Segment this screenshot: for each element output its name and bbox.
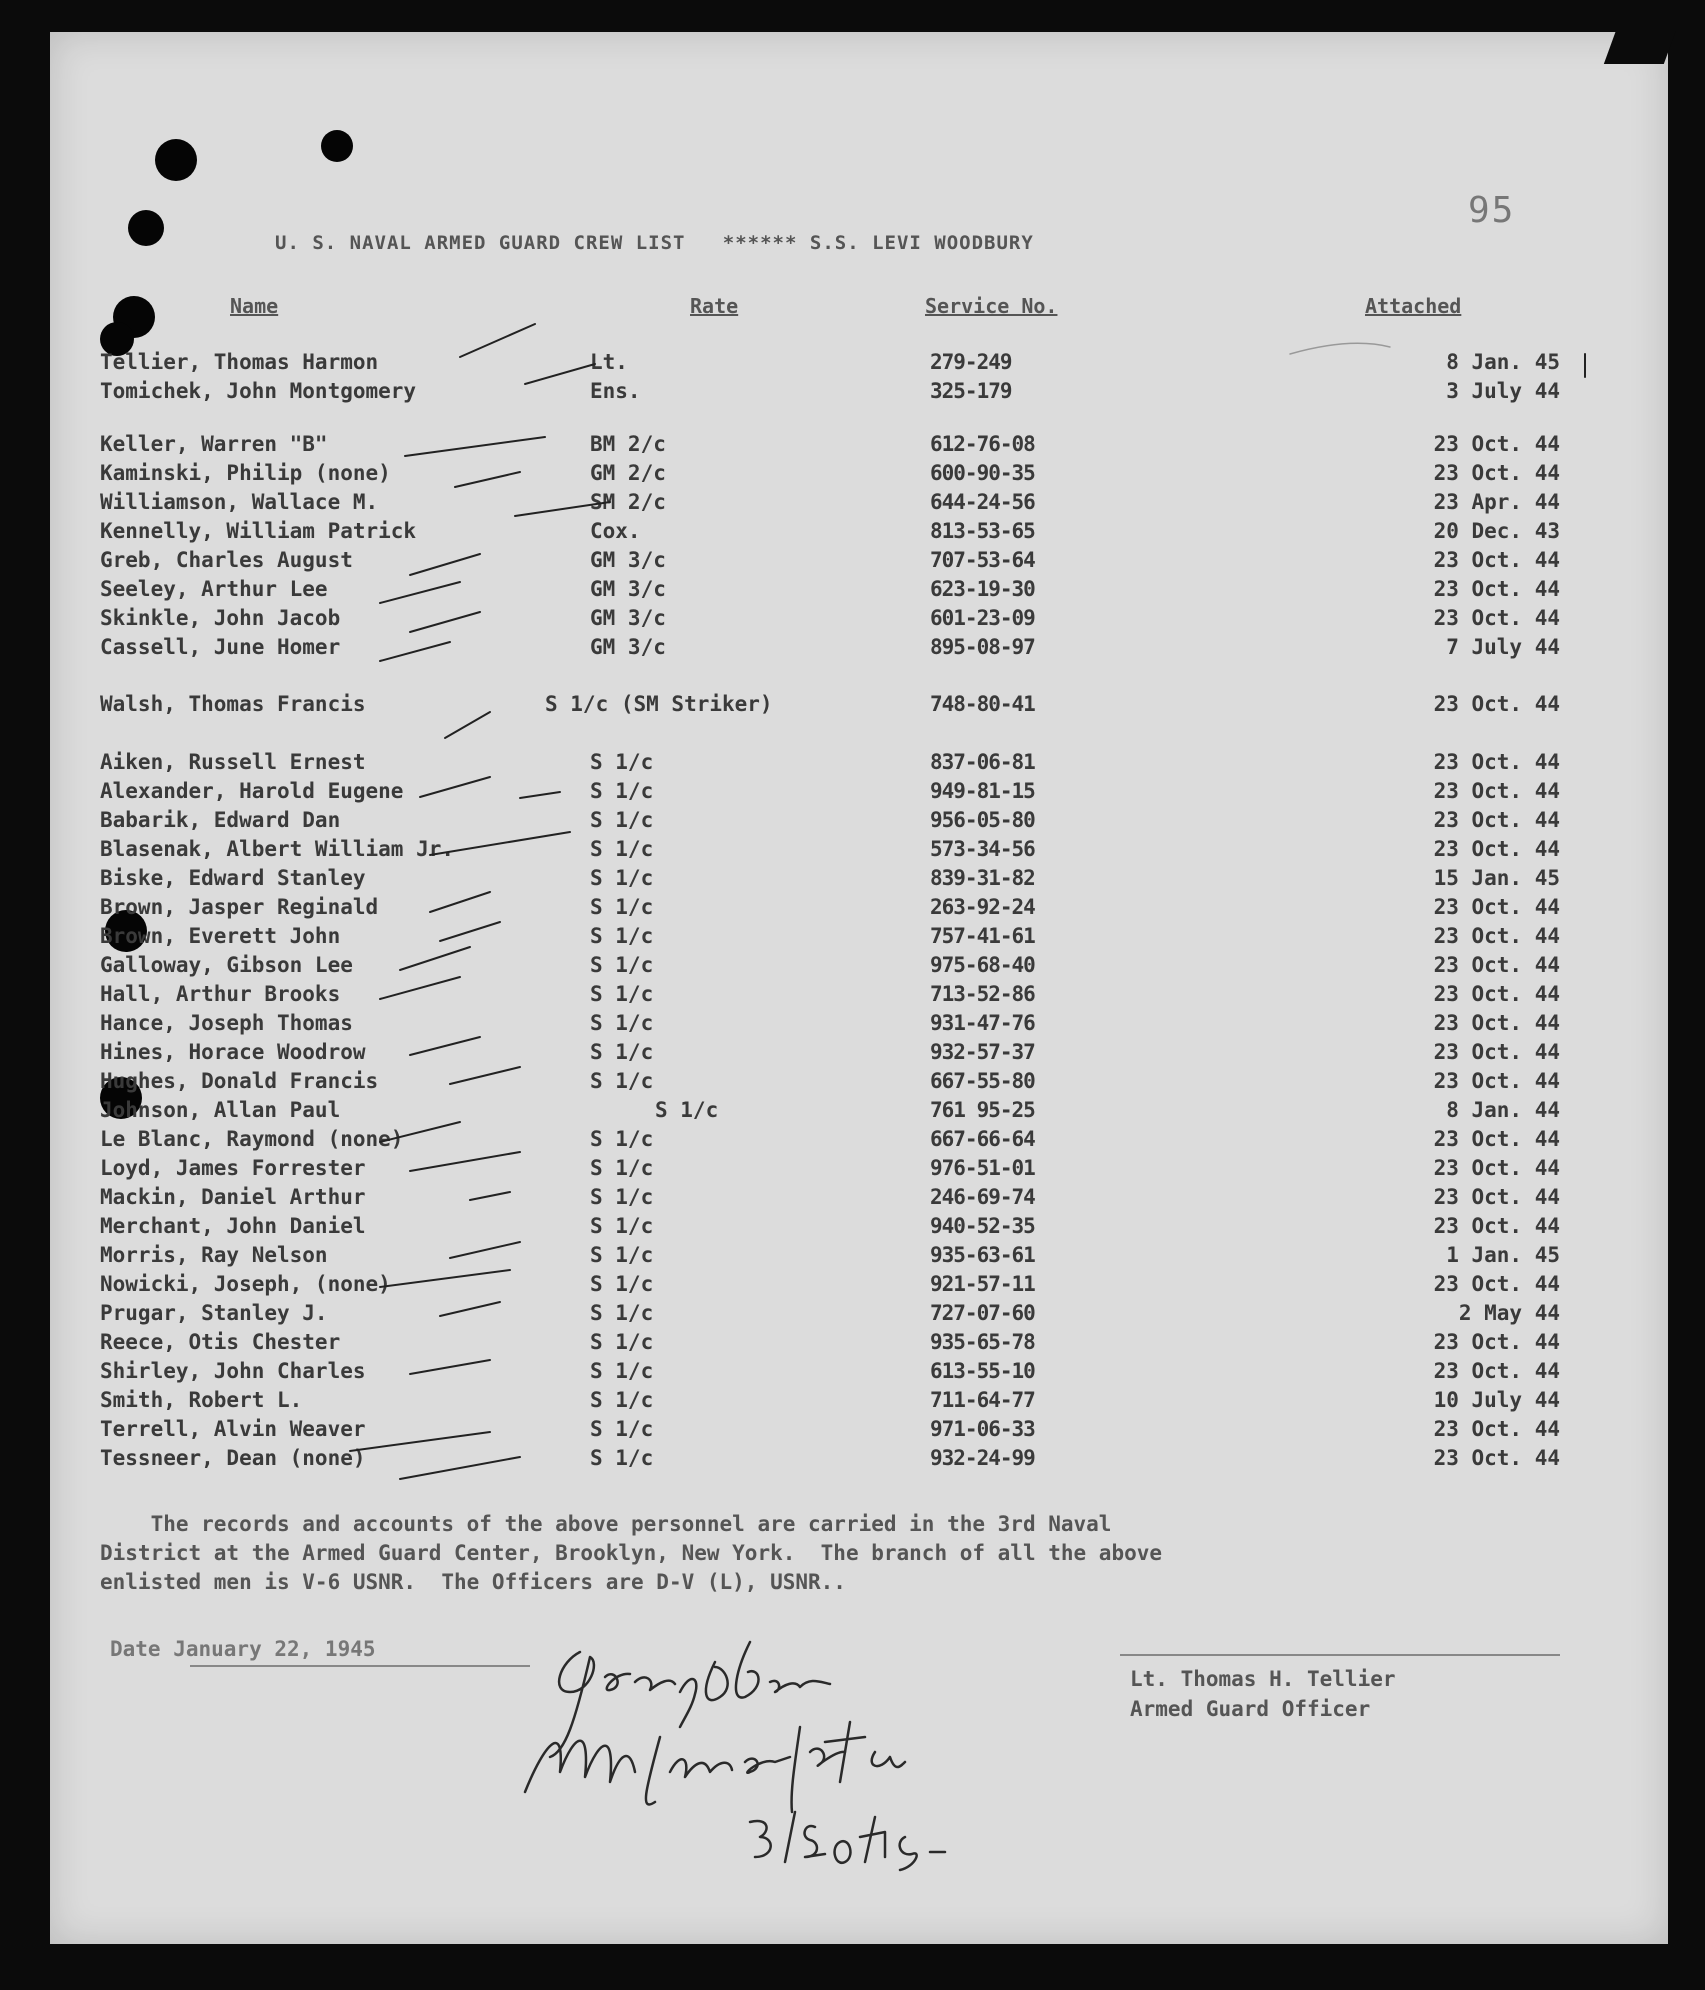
crew-attached: 7 July 44 [1446, 635, 1560, 659]
crew-row [50, 519, 1668, 547]
header-attached: Attached [1365, 294, 1462, 318]
crew-attached: 23 Oct. 44 [1433, 1417, 1560, 1441]
crew-attached: 23 Oct. 44 [1433, 1330, 1560, 1354]
date-underline [190, 1665, 530, 1667]
crew-row [50, 1417, 1668, 1445]
crew-rate: GM 3/c [590, 548, 666, 572]
crew-row [50, 692, 1668, 720]
crew-name: Hall, Arthur Brooks [100, 982, 341, 1006]
crew-row [50, 1272, 1668, 1300]
crew-service-no: 932-24-99 [930, 1446, 1035, 1470]
crew-name: Brown, Everett John [100, 924, 341, 948]
crew-rate: S 1/c [655, 1098, 719, 1122]
crew-name: Reece, Otis Chester [100, 1330, 341, 1354]
crew-row [50, 1127, 1668, 1155]
crew-service-no: 895-08-97 [930, 635, 1035, 659]
crew-service-no: 644-24-56 [930, 490, 1035, 514]
crew-attached: 23 Oct. 44 [1433, 750, 1560, 774]
crew-service-no: 600-90-35 [930, 461, 1035, 485]
crew-service-no: 279-249 [930, 350, 1012, 374]
crew-attached: 23 Oct. 44 [1433, 1011, 1560, 1035]
crew-service-no: 667-55-80 [930, 1069, 1035, 1093]
crew-row [50, 779, 1668, 807]
note-line: enlisted men is V-6 USNR. The Officers are D-V (L), USNR.. [100, 1570, 846, 1594]
crew-name: Cassell, June Homer [100, 635, 341, 659]
crew-service-no: 921-57-11 [930, 1272, 1035, 1296]
crew-name: Brown, Jasper Reginald [100, 895, 379, 919]
crew-attached: 23 Oct. 44 [1433, 1040, 1560, 1064]
crew-service-no: 931-47-76 [930, 1011, 1035, 1035]
crew-attached: 23 Apr. 44 [1433, 490, 1560, 514]
crew-rate: S 1/c [590, 982, 654, 1006]
crew-rate: S 1/c [590, 779, 654, 803]
crew-attached: 23 Oct. 44 [1433, 548, 1560, 572]
header-name: Name [230, 294, 279, 318]
crew-name: Terrell, Alvin Weaver [100, 1417, 366, 1441]
crew-row [50, 1388, 1668, 1416]
crew-service-no: 975-68-40 [930, 953, 1035, 977]
crew-row [50, 461, 1668, 489]
crew-attached: 23 Oct. 44 [1433, 779, 1560, 803]
document-page [50, 32, 1668, 1944]
crew-service-no: 613-55-10 [930, 1359, 1035, 1383]
crew-name: Nowicki, Joseph, (none) [100, 1272, 391, 1296]
crew-rate: S 1/c [590, 1417, 654, 1441]
crew-row [50, 1330, 1668, 1358]
crew-rate: S 1/c [590, 808, 654, 832]
crew-attached: 23 Oct. 44 [1433, 1272, 1560, 1296]
torn-corner [1604, 30, 1676, 64]
crew-service-no: 839-31-82 [930, 866, 1035, 890]
date-line: Date January 22, 1945 [110, 1637, 376, 1661]
crew-rate: S 1/c [590, 1214, 654, 1238]
crew-rate: S 1/c [590, 1330, 654, 1354]
crew-attached: 10 July 44 [1433, 1388, 1560, 1412]
crew-rate: S 1/c [590, 1388, 654, 1412]
crew-rate: Cox. [590, 519, 641, 543]
crew-row [50, 808, 1668, 836]
crew-row [50, 1446, 1668, 1474]
crew-service-no: 935-65-78 [930, 1330, 1035, 1354]
crew-row [50, 750, 1668, 778]
crew-row [50, 432, 1668, 460]
crew-service-no: 263-92-24 [930, 895, 1035, 919]
crew-name: Seeley, Arthur Lee [100, 577, 328, 601]
crew-row [50, 1098, 1668, 1126]
crew-service-no: 713-52-86 [930, 982, 1035, 1006]
crew-rate: Lt. [590, 350, 628, 374]
crew-service-no: 940-52-35 [930, 1214, 1035, 1238]
crew-row [50, 379, 1668, 407]
crew-attached: 23 Oct. 44 [1433, 895, 1560, 919]
crew-rate: GM 3/c [590, 635, 666, 659]
crew-row [50, 1243, 1668, 1271]
crew-name: Hines, Horace Woodrow [100, 1040, 366, 1064]
crew-name: Prugar, Stanley J. [100, 1301, 328, 1325]
crew-rate: S 1/c [590, 837, 654, 861]
crew-attached: 23 Oct. 44 [1433, 692, 1560, 716]
crew-name: Williamson, Wallace M. [100, 490, 379, 514]
crew-attached: 23 Oct. 44 [1433, 1127, 1560, 1151]
crew-service-no: 932-57-37 [930, 1040, 1035, 1064]
crew-row [50, 606, 1668, 634]
crew-name: Hughes, Donald Francis [100, 1069, 379, 1093]
crew-attached: 23 Oct. 44 [1433, 1069, 1560, 1093]
crew-rate: S 1/c [590, 1069, 654, 1093]
crew-rate: BM 2/c [590, 432, 666, 456]
punch-hole [155, 139, 197, 181]
crew-row [50, 350, 1668, 378]
crew-attached: 8 Jan. 45 [1446, 350, 1560, 374]
crew-attached: 23 Oct. 44 [1433, 577, 1560, 601]
crew-service-no: 813-53-65 [930, 519, 1035, 543]
crew-rate: SM 2/c [590, 490, 666, 514]
crew-name: Aiken, Russell Ernest [100, 750, 366, 774]
officer-name: Lt. Thomas H. Tellier [1130, 1667, 1396, 1691]
crew-row [50, 490, 1668, 518]
crew-name: Tessneer, Dean (none) [100, 1446, 366, 1470]
crew-attached: 23 Oct. 44 [1433, 982, 1560, 1006]
crew-name: Mackin, Daniel Arthur [100, 1185, 366, 1209]
records-note [100, 1510, 1500, 1597]
crew-rate: S 1/c [590, 1040, 654, 1064]
crew-rate: S 1/c (SM Striker) [545, 692, 773, 716]
crew-name: Merchant, John Daniel [100, 1214, 366, 1238]
crew-row [50, 895, 1668, 923]
crew-service-no: 837-06-81 [930, 750, 1035, 774]
crew-service-no: 935-63-61 [930, 1243, 1035, 1267]
crew-name: Blasenak, Albert William Jr. [100, 837, 455, 861]
crew-name: Walsh, Thomas Francis [100, 692, 366, 716]
crew-rate: S 1/c [590, 924, 654, 948]
officer-block [1130, 1664, 1396, 1724]
crew-service-no: 971-06-33 [930, 1417, 1035, 1441]
crew-rate: GM 3/c [590, 606, 666, 630]
crew-rate: GM 3/c [590, 577, 666, 601]
page-number: 95 [1468, 190, 1516, 231]
crew-attached: 23 Oct. 44 [1433, 924, 1560, 948]
crew-row [50, 982, 1668, 1010]
crew-row [50, 1040, 1668, 1068]
crew-rate: S 1/c [590, 1185, 654, 1209]
crew-row [50, 548, 1668, 576]
crew-row [50, 837, 1668, 865]
crew-service-no: 246-69-74 [930, 1185, 1035, 1209]
crew-service-no: 573-34-56 [930, 837, 1035, 861]
crew-name: Le Blanc, Raymond (none) [100, 1127, 404, 1151]
crew-row [50, 866, 1668, 894]
crew-name: Shirley, John Charles [100, 1359, 366, 1383]
crew-service-no: 727-07-60 [930, 1301, 1035, 1325]
crew-row [50, 1069, 1668, 1097]
officer-title: Armed Guard Officer [1130, 1697, 1371, 1721]
crew-service-no: 612-76-08 [930, 432, 1035, 456]
page-title: U. S. NAVAL ARMED GUARD CREW LIST ****** S.S. LEVI WOODBURY [275, 232, 1034, 254]
crew-rate: S 1/c [590, 1359, 654, 1383]
crew-row [50, 1301, 1668, 1329]
crew-service-no: 623-19-30 [930, 577, 1035, 601]
header-service-no: Service No. [925, 294, 1058, 318]
crew-rate: S 1/c [590, 1156, 654, 1180]
crew-rate: S 1/c [590, 1272, 654, 1296]
crew-attached: 23 Oct. 44 [1433, 837, 1560, 861]
crew-attached: 23 Oct. 44 [1433, 808, 1560, 832]
crew-attached: 20 Dec. 43 [1433, 519, 1560, 543]
crew-attached: 23 Oct. 44 [1433, 953, 1560, 977]
crew-name: Morris, Ray Nelson [100, 1243, 328, 1267]
crew-rate: S 1/c [590, 1446, 654, 1470]
crew-row [50, 577, 1668, 605]
crew-name: Johnson, Allan Paul [100, 1098, 341, 1122]
crew-service-no: 757-41-61 [930, 924, 1035, 948]
crew-row [50, 635, 1668, 663]
crew-name: Kaminski, Philip (none) [100, 461, 391, 485]
punch-hole [321, 130, 353, 162]
crew-service-no: 601-23-09 [930, 606, 1035, 630]
crew-name: Galloway, Gibson Lee [100, 953, 353, 977]
crew-attached: 1 Jan. 45 [1446, 1243, 1560, 1267]
crew-name: Biske, Edward Stanley [100, 866, 366, 890]
crew-rate: S 1/c [590, 1301, 654, 1325]
crew-row [50, 1359, 1668, 1387]
crew-service-no: 711-64-77 [930, 1388, 1035, 1412]
crew-service-no: 761 95-25 [930, 1098, 1035, 1122]
crew-service-no: 976-51-01 [930, 1156, 1035, 1180]
crew-row [50, 924, 1668, 952]
crew-rate: S 1/c [590, 953, 654, 977]
crew-rate: Ens. [590, 379, 641, 403]
crew-rate: GM 2/c [590, 461, 666, 485]
crew-attached: 2 May 44 [1458, 1301, 1560, 1325]
crew-row [50, 1156, 1668, 1184]
crew-name: Tomichek, John Montgomery [100, 379, 417, 403]
signature-line [1120, 1654, 1560, 1656]
crew-name: Kennelly, William Patrick [100, 519, 417, 543]
crew-rate: S 1/c [590, 750, 654, 774]
crew-attached: 23 Oct. 44 [1433, 1446, 1560, 1470]
crew-service-no: 707-53-64 [930, 548, 1035, 572]
crew-name: Loyd, James Forrester [100, 1156, 366, 1180]
crew-rate: S 1/c [590, 866, 654, 890]
note-line: The records and accounts of the above personnel are carried in the 3rd Naval [100, 1512, 1112, 1536]
crew-attached: 23 Oct. 44 [1433, 1185, 1560, 1209]
crew-name: Greb, Charles August [100, 548, 353, 572]
crew-name: Tellier, Thomas Harmon [100, 350, 379, 374]
inspector-signature [520, 1632, 1020, 1922]
crew-name: Smith, Robert L. [100, 1388, 303, 1412]
crew-attached: 23 Oct. 44 [1433, 1214, 1560, 1238]
crew-rate: S 1/c [590, 895, 654, 919]
crew-row [50, 953, 1668, 981]
crew-rate: S 1/c [590, 1011, 654, 1035]
note-line: District at the Armed Guard Center, Brooklyn, New York. The branch of all the above [100, 1541, 1163, 1565]
crew-row [50, 1011, 1668, 1039]
crew-rate: S 1/c [590, 1243, 654, 1267]
crew-attached: 23 Oct. 44 [1433, 1359, 1560, 1383]
crew-attached: 8 Jan. 44 [1446, 1098, 1560, 1122]
crew-attached: 23 Oct. 44 [1433, 432, 1560, 456]
crew-name: Alexander, Harold Eugene [100, 779, 404, 803]
crew-attached: 23 Oct. 44 [1433, 461, 1560, 485]
crew-attached: 15 Jan. 45 [1433, 866, 1560, 890]
crew-name: Keller, Warren "B" [100, 432, 328, 456]
crew-service-no: 949-81-15 [930, 779, 1035, 803]
crew-attached: 23 Oct. 44 [1433, 606, 1560, 630]
crew-service-no: 667-66-64 [930, 1127, 1035, 1151]
crew-name: Skinkle, John Jacob [100, 606, 341, 630]
punch-hole [128, 210, 164, 246]
crew-name: Babarik, Edward Dan [100, 808, 341, 832]
header-rate: Rate [690, 294, 739, 318]
crew-service-no: 748-80-41 [930, 692, 1035, 716]
crew-row [50, 1185, 1668, 1213]
crew-name: Hance, Joseph Thomas [100, 1011, 353, 1035]
crew-row [50, 1214, 1668, 1242]
crew-service-no: 956-05-80 [930, 808, 1035, 832]
crew-service-no: 325-179 [930, 379, 1012, 403]
crew-attached: 23 Oct. 44 [1433, 1156, 1560, 1180]
crew-attached: 3 July 44 [1446, 379, 1560, 403]
crew-rate: S 1/c [590, 1127, 654, 1151]
